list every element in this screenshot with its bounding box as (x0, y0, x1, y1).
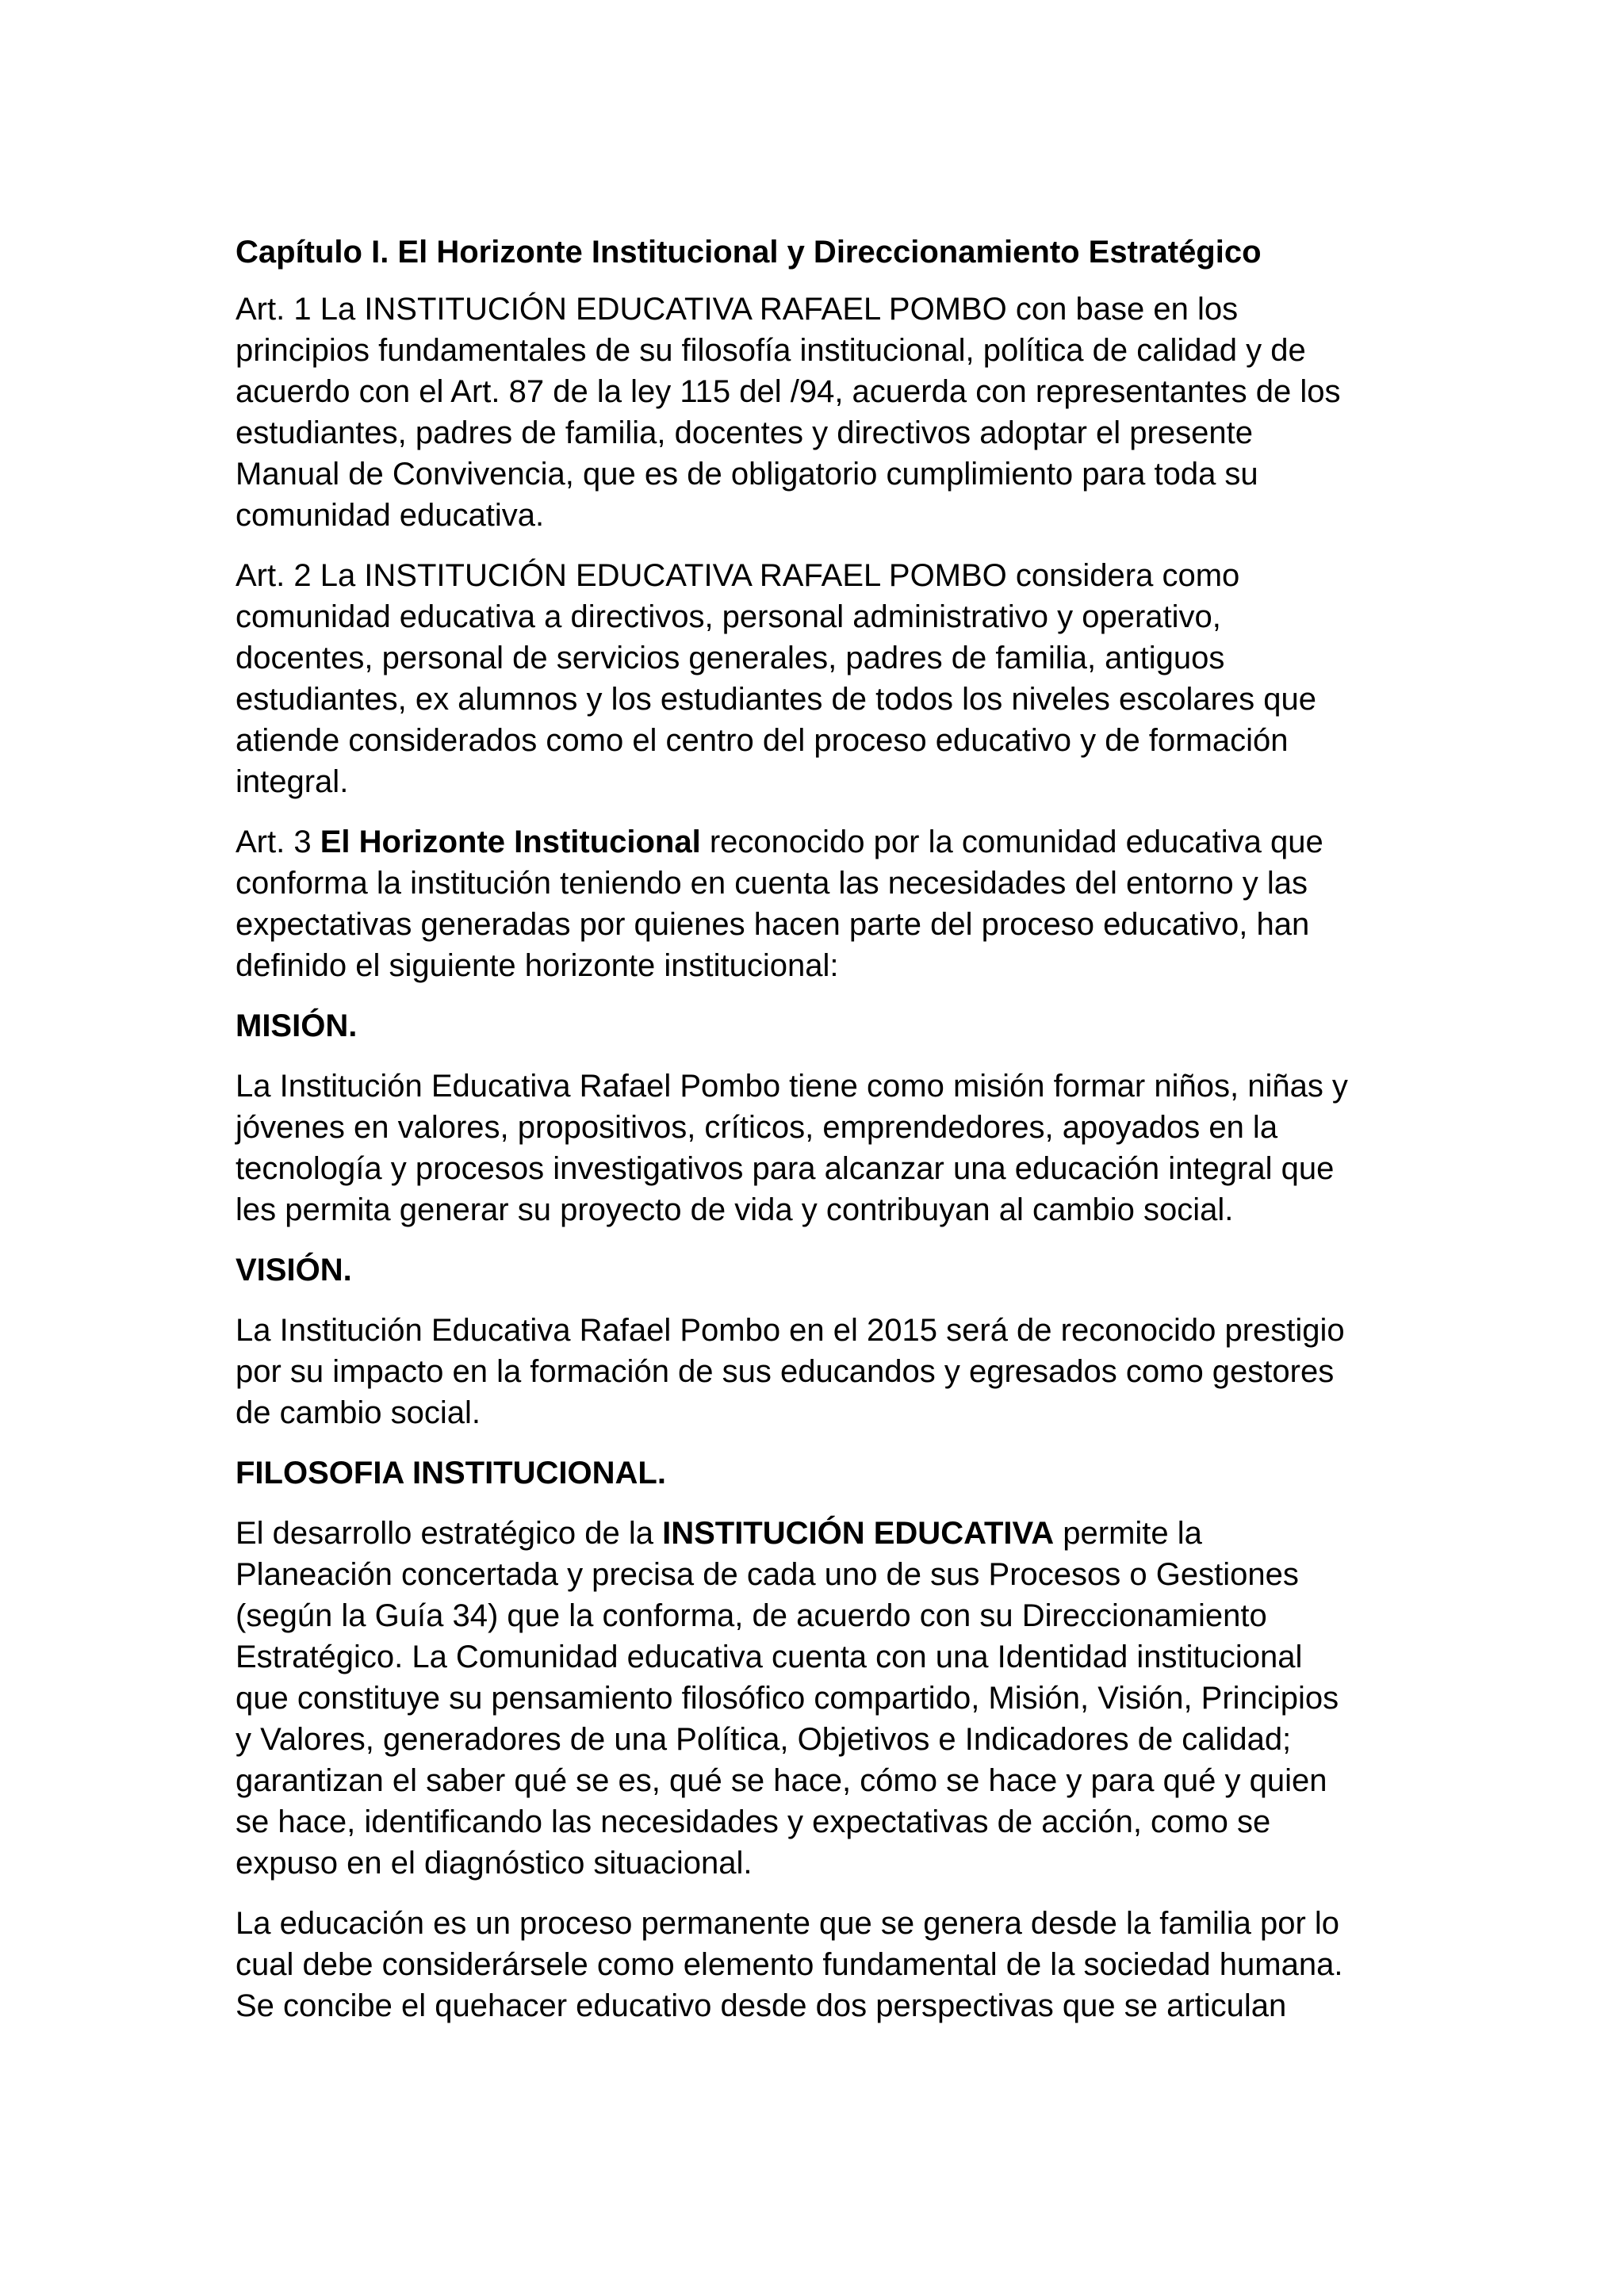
filosofia-text (236, 1513, 1425, 1884)
article-3 (236, 821, 1425, 986)
article-2: Art. 2 La INSTITUCIÓN EDUCATIVA RAFAEL POMBO considera como comunidad educativa a directivos, personal administrativo y operativo, docentes, personal de servicios generales, padres de familia, antiguos estudiantes, ex alumnos y los estudiantes de todos los niveles escolares que atiende considerados como el centro del proceso educativo y de formación integral. (236, 558, 1317, 799)
mision-heading: MISIÓN. (236, 1008, 358, 1043)
chapter-title: Capítulo I. El Horizonte Institucional y Direccionamiento Estratégico (236, 235, 1262, 270)
filosofia-heading: FILOSOFIA INSTITUCIONAL. (236, 1456, 666, 1490)
article-3-text: reconocido por la comunidad educativa que conforma la institución teniendo en cuenta las necesidades del entorno y las expectativas generadas por quienes hacen parte del proceso educativo, han definido el siguiente horizonte institucional: (236, 825, 1323, 983)
filosofia-body: permite la Planeación concertada y precisa de cada uno de sus Procesos o Gestiones (según la Guía 34) que la conforma, de acuerdo con su Direccionamiento Estratégico. La Comunidad educativa cuenta con una Identidad institucional que constituye su pensamiento filosófico compartido, Misión, Visión, Principios y Valores, generadores de una Política, Objetivos e Indicadores de calidad; garantizan el saber qué se es, qué se hace, cómo se hace y para qué y quien se hace, identificando las necesidades y expectativas de acción, como se expuso en el diagnóstico situacional. (236, 1516, 1339, 1881)
article-3-bold-term: El Horizonte Institucional (320, 825, 701, 859)
filosofia-bold-term: INSTITUCIÓN EDUCATIVA (662, 1516, 1055, 1551)
vision-text: La Institución Educativa Rafael Pombo en el 2015 será de reconocido prestigio por su impacto en la formación de sus educandos y egresados como gestores de cambio social. (236, 1313, 1345, 1430)
filosofia-prefix: El desarrollo estratégico de la (236, 1516, 663, 1551)
article-1: Art. 1 La INSTITUCIÓN EDUCATIVA RAFAEL POMBO con base en los principios fundamentales de su filosofía institucional, política de calidad y de acuerdo con el Art. 87 de la ley 115 del /94, acuerda con representantes de los estudiantes, padres de familia, docentes y directivos adoptar el presente Manual de Convivencia, que es de obligatorio cumplimiento para toda su comunidad educativa. (236, 292, 1341, 533)
article-3-prefix: Art. 3 (236, 825, 320, 859)
vision-heading: VISIÓN. (236, 1253, 352, 1288)
document-page (236, 232, 1425, 2045)
educacion-text: La educación es un proceso permanente que se genera desde la familia por lo cual debe considerársele como elemento fundamental de la sociedad humana. Se concibe el quehacer educativo desde dos perspectivas que se articulan (236, 1906, 1343, 2023)
mision-text: La Institución Educativa Rafael Pombo tiene como misión formar niños, niñas y jóvenes en valores, propositivos, críticos, emprendedores, apoyados en la tecnología y procesos investigativos para alcanzar una educación integral que les permita generar su proyecto de vida y contribuyan al cambio social. (236, 1069, 1348, 1227)
